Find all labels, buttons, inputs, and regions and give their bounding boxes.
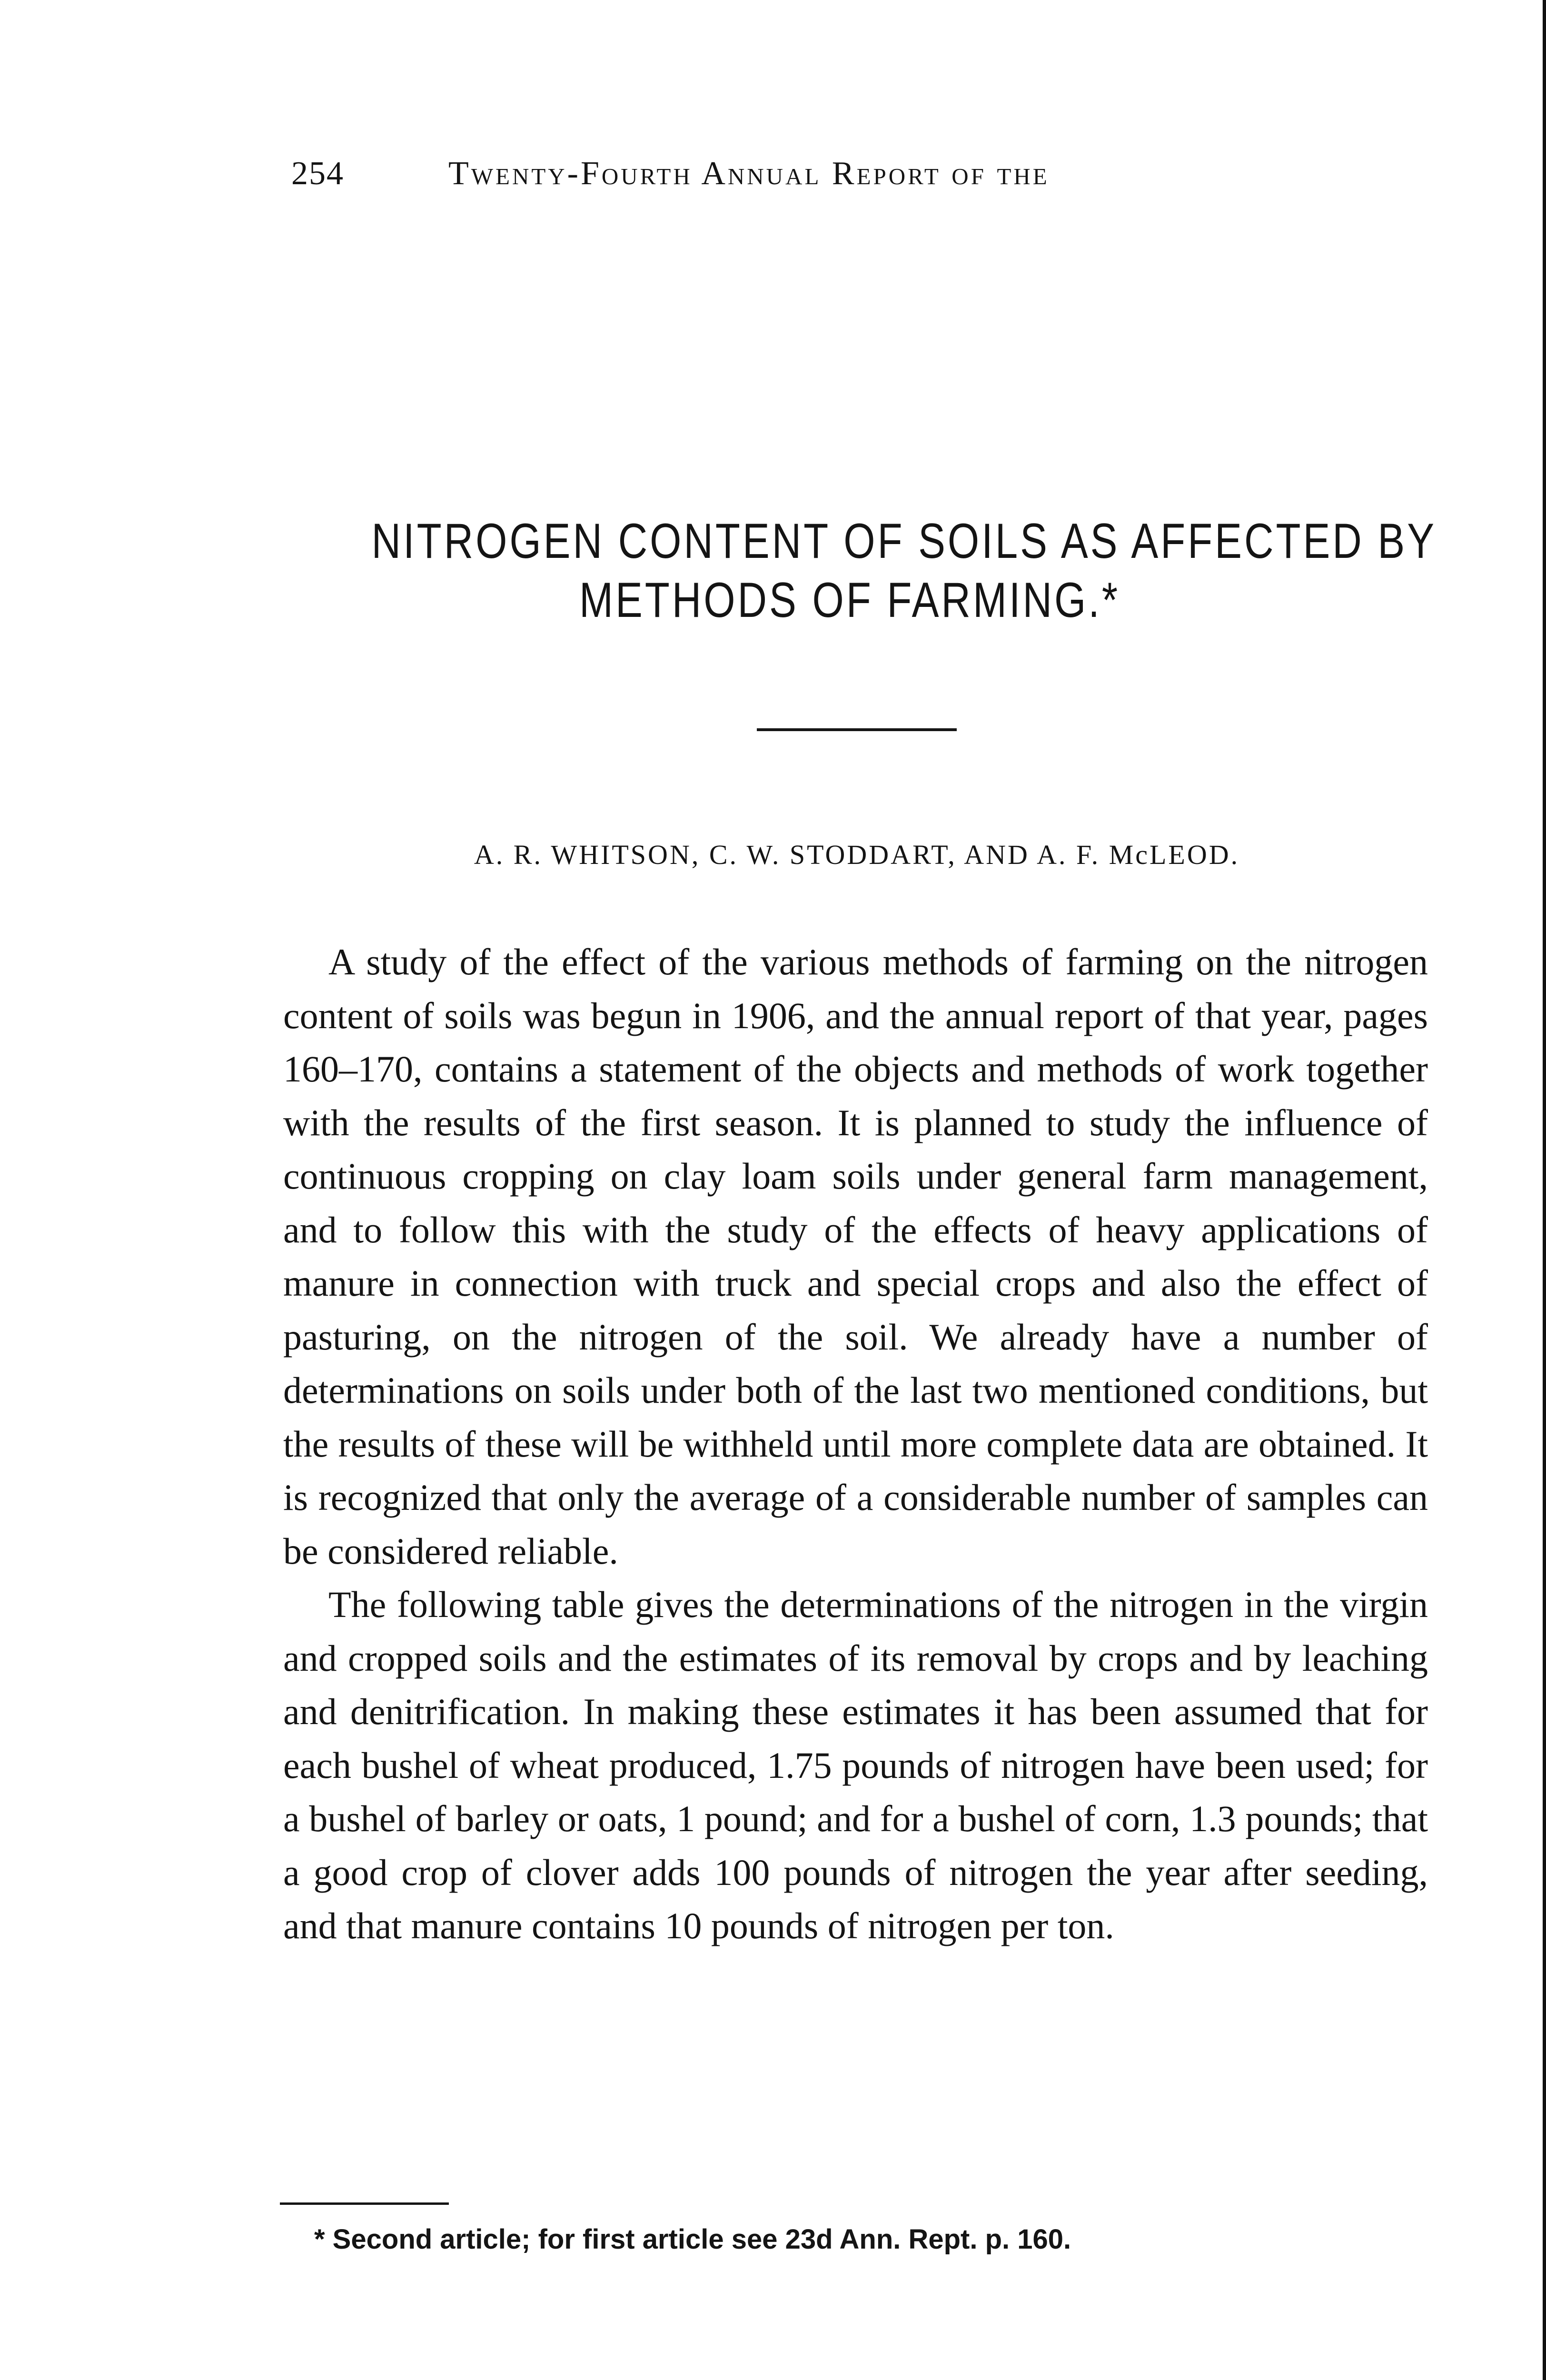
footnote: * Second article; for first article see 23d Ann. Rept. p. 160. xyxy=(314,2224,1071,2255)
article-title xyxy=(371,512,1437,630)
title-divider xyxy=(757,728,957,731)
page-right-border xyxy=(1543,0,1546,2380)
body-paragraph-2: The following table gives the determinations of the nitrogen in the virgin and cropped soils and the estimates of its removal by crops and by leaching and denitrification. In making these estimates it has been assumed that for each bushel of wheat produced, 1.75 pounds of nitrogen have been used; for a bushel of barley or oats, 1 pound; and for a bushel of corn, 1.3 pounds; that a good crop of clover adds 100 pounds of nitrogen the year after seeding, and that manure contains 10 pounds of nitrogen per ton. xyxy=(283,1584,1428,1946)
running-title: Twenty-Fourth Annual Report of the xyxy=(448,155,1050,192)
article-title-line-2: METHODS OF FARMING.* xyxy=(579,573,1120,628)
article-body xyxy=(283,935,1428,1953)
footnote-divider xyxy=(280,2202,449,2205)
page-number: 254 xyxy=(291,155,344,192)
running-header xyxy=(291,155,1291,202)
article-title-line-1: NITROGEN CONTENT OF SOILS AS AFFECTED BY xyxy=(371,514,1437,569)
body-paragraph-1: A study of the effect of the various methods of farming on the nitrogen content of soils was begun in 1906, and the annual report of that year, pages 160–170, contains a statement of the objects and methods of work together with the results of the first season. It is planned to study the influence of continuous cropping on clay loam soils under general farm management, and to follow this with the study of the effects of heavy applications of manure in connection with truck and special crops and also the effect of pasturing, on the nitrogen of the soil. We already have a number of determinations on soils under both of the last two mentioned conditions, but the results of these will be withheld until more complete data are obtained. It is recognized that only the average of a considerable number of samples can be considered reliable. xyxy=(283,941,1428,1572)
article-authors: A. R. WHITSON, C. W. STODDART, AND A. F. McLEOD. xyxy=(474,839,1240,870)
